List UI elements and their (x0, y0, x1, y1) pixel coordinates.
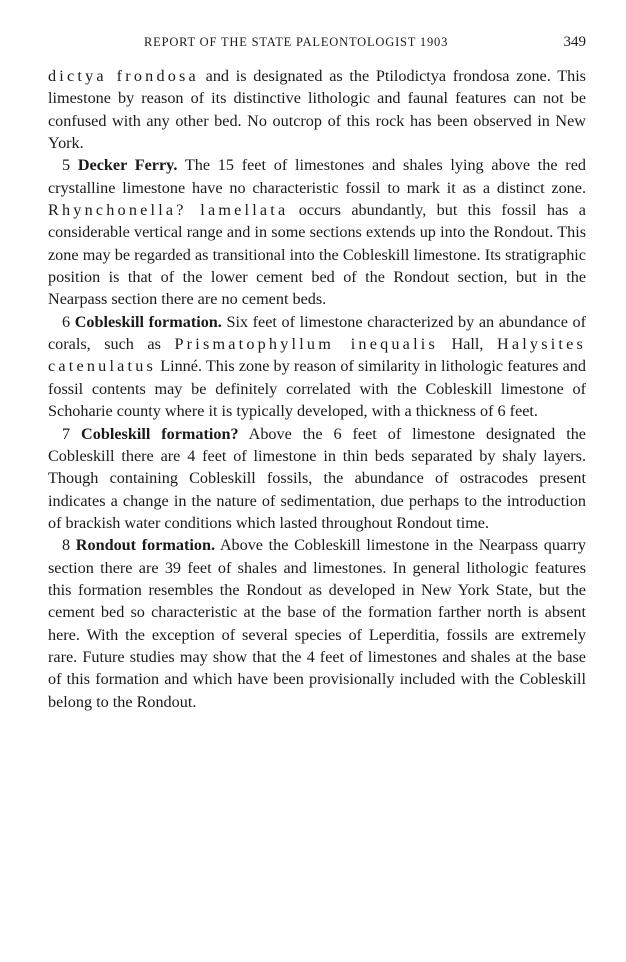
taxon-name: Halysites catenulatus (48, 335, 586, 376)
taxon-name: Rhynchonella? lamellata (48, 201, 289, 220)
section-heading: Rondout formation. (75, 536, 216, 555)
paragraph (48, 534, 586, 713)
text-run: Six feet of limestone characterized by an abundance of corals, such as (48, 312, 586, 354)
running-header (48, 34, 586, 51)
running-title: REPORT OF THE STATE PALEONTOLOGIST 1903 (144, 35, 449, 49)
text-run: Linné. This zone by reason of similarity in lithologic features and fossil contents may be definitely correlated with the Cobleskill limestone of Schoharie county where it is typically developed, with a thickness of 6 feet. (48, 357, 586, 421)
taxon-name: dictya frondosa (48, 67, 199, 85)
section-heading: Cobleskill formation. (74, 312, 222, 331)
text-run: occurs abundantly, but this fossil has a considerable vertical range and in some sections extends up into the Rondout. This zone may be regarded as transitional into the Cobleskill limestone. Its stratigraphic position is that of the lower cement bed of the Rondout section, but in the Nearpass section there are no cement beds. (48, 201, 586, 309)
body-text (48, 65, 586, 713)
text-run: The 15 feet of limestones and shales lying above the red crystalline limestone have no characteristic fossil to mark it as a distinct zone. (48, 156, 586, 197)
document-page (48, 34, 586, 713)
section-heading: Cobleskill formation? (81, 424, 239, 443)
paragraph (48, 65, 586, 154)
page-number: 349 (563, 34, 586, 50)
paragraph (48, 154, 586, 310)
paragraph (48, 311, 586, 423)
text-run: Above the Cobleskill limestone in the Nearpass quarry section there are 39 feet of shales and limestones. In general lithologic features this formation resembles the Rondout as developed in New York State, but the cement bed so characteristic at the base of the formation farther north is absent here. With the exception of several species of Leperditia, fossils are extremely rare. Future studies may show that the 4 feet of limestones and shales at the base of this formation and which have been provisionally included with the Cobleskill belong to the Rondout. (48, 536, 586, 711)
paragraph (48, 423, 586, 535)
text-run: Above the 6 feet of limestone designated the Cobleskill there are 4 feet of limestone in thin beds separated by shaly layers. Though containing Cobleskill fossils, the abundance of ostracodes present indicates a change in the nature of sedimentation, due perhaps to the introduction of brackish water conditions which lasted throughout Rondout time. (48, 424, 586, 532)
text-run: and is designated as the Ptilodictya frondosa zone. This limestone by reason of its distinctive lithologic and faunal features can not be confused with any other bed. No outcrop of this rock has been observed in New York. (48, 67, 586, 153)
section-heading: Decker Ferry. (77, 156, 178, 175)
taxon-name: Prismatophyllum inequalis (174, 335, 438, 354)
text-run: 8 (62, 536, 76, 555)
text-run: 7 (62, 424, 82, 443)
text-run: 5 (62, 156, 78, 175)
text-run: 6 (62, 312, 75, 331)
text-run: Hall, (437, 335, 497, 354)
